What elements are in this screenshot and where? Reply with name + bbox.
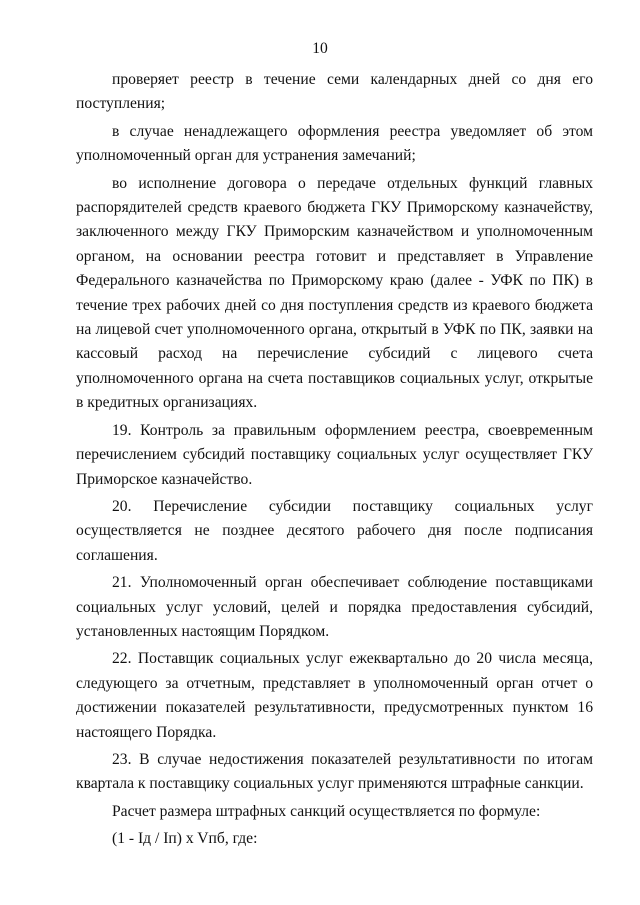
paragraph-penalty-calculation: Расчет размера штрафных санкций осуществляется по формуле: — [112, 802, 541, 820]
paragraph-formula: (1 - Iд / Iп) x Vпб, где: — [112, 830, 258, 848]
page-number: 10 — [312, 40, 328, 57]
paragraph-registry-notice: в случае ненадлежащего оформления реестра уведомляет об этом уполномоченный орган для устранения замечаний; — [76, 122, 593, 165]
paragraph-item-20: 20. Перечисление субсидии поставщику социальных услуг осуществляется не позднее десятого рабочего дня после подписания соглашения. — [76, 497, 593, 564]
paragraph-registry-check: проверяет реестр в течение семи календарных дней со дня его поступления; — [76, 71, 593, 113]
paragraph-item-23: 23. В случае недостижения показателей результативности по итогам квартала к поставщику социальных услуг применяются штрафные санкции. — [76, 750, 593, 793]
paragraph-treasury-agreement: во исполнение договора о передаче отдельных функций главных распорядителей средств краевого бюджета ГКУ Приморскому казначейству, заключенного между ГКУ Приморским казначейством и уполномоченным органом, на основании реестра готовит и представляет в Управление Федерального казначейства по Приморскому краю (далее - УФК по ПК) в течение трех рабочих дней со дня поступления средств из краевого бюджета на лицевой счет уполномоченного органа, открытый в УФК по ПК, заявки на кассовый расход на перечисление субсидий с лицевого счета уполномоченного органа на счета поставщиков социальных услуг, открытые в кредитных организациях. — [76, 174, 593, 412]
paragraph-item-22: 22. Поставщик социальных услуг ежеквартально до 20 числа месяца, следующего за отчетным, представляет в уполномоченный орган отчет о достижении показателей результативности, предусмотренных пунктом 16 настоящего Порядка. — [76, 650, 593, 741]
paragraph-item-19: 19. Контроль за правильным оформлением реестра, своевременным перечислением субсидий поставщику социальных услуг осуществляет ГКУ Приморское казначейство. — [76, 421, 593, 488]
paragraph-item-21: 21. Уполномоченный орган обеспечивает соблюдение поставщиками социальных услуг условий, целей и порядка предоставления субсидий, установленных настоящим Порядком. — [76, 574, 593, 640]
document-body — [76, 68, 593, 852]
